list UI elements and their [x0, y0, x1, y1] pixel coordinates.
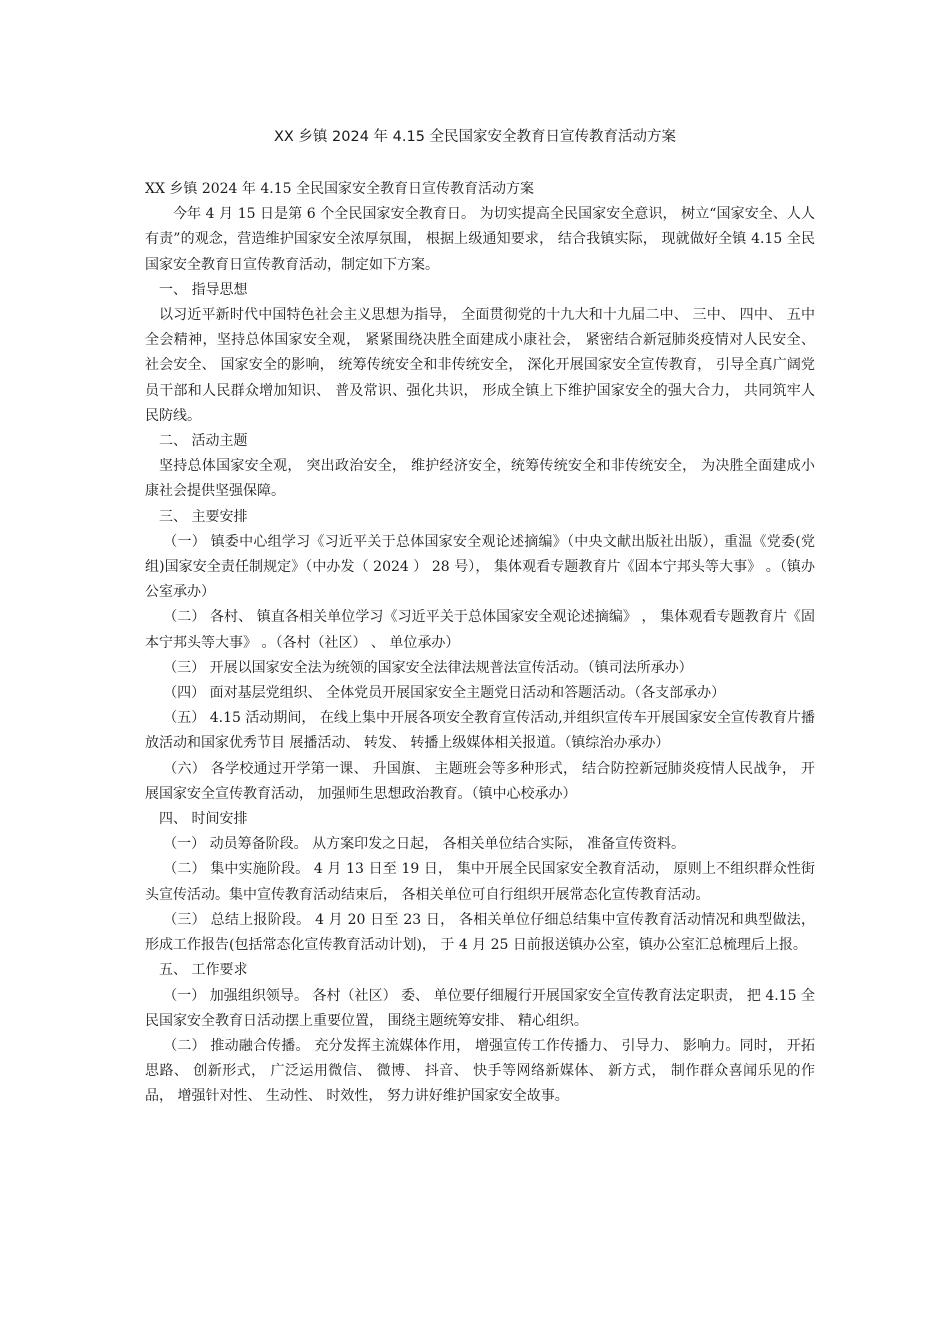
- arrangement-item-5: （五） 4.15 活动期间， 在线上集中开展各项安全教育宣传活动,并组织宣传车开展国家安全宣传教育片播放活动和国家优秀节目 展播活动、 转发、 转播上级媒体相关报道。（镇综治办承办）: [145, 710, 815, 752]
- schedule-item-3: （三） 总结上报阶段。 4 月 20 日至 23 日， 各相关单位仔细总结集中宣传教育活动情况和典型做法， 形成工作报告(包括常态化宣传教育活动计划)， 于 4 月 25 日前报送镇办公室，镇办公室汇总梳理后上报。: [145, 911, 815, 954]
- arrangement-item-2: （二） 各村、 镇直各相关单位学习《习近平关于总体国家安全观论述摘编》 ， 集体观看专题教育片《固本宁邦头等大事》 。（各村（社区） 、 单位承办）: [145, 609, 815, 651]
- requirement-item-2: （二） 推动融合传播。 充分发挥主流媒体作用， 增强宣传工作传播力、 引导力、 影响力。同时， 开拓思路、 创新形式， 广泛运用微信、 微博、 抖音、 快手等网络新媒体、 新方式， 制作群众喜闻乐见的作品， 增强针对性、 生动性、 时效性， 努力讲好维护国家安全故事。: [145, 1037, 815, 1105]
- arrangement-item-6: （六） 各学校通过开学第一课、 升国旗、 主题班会等多种形式， 结合防控新冠肺炎疫情人民战争， 开展国家安全宣传教育活动， 加强师生思想政治教育。（镇中心校承办）: [145, 760, 815, 802]
- requirement-item-1: （一） 加强组织领导。 各村（社区） 委、 单位要仔细履行开展国家安全宣传教育法定职责， 把 4.15 全民国家安全教育日活动摆上重要位置， 围绕主题统筹安排、 精心组织。: [145, 987, 815, 1029]
- document-subtitle: XX 乡镇 2024 年 4.15 全民国家安全教育日宣传教育活动方案: [145, 181, 534, 197]
- intro-paragraph: 今年 4 月 15 日是第 6 个全民国家安全教育日。 为切实提高全民国家安全意识， 树立“国家安全、人人有责”的观念，营造维护国家安全浓厚氛围， 根据上级通知要求， 结合我镇实际， 现就做好全镇 4.15 全民国家安全教育日宣传教育活动，制定如下方案。: [145, 206, 815, 273]
- section-heading-guiding-ideology: 一、 指导思想: [159, 281, 248, 298]
- section-heading-main-arrangements: 三、 主要安排: [159, 508, 248, 525]
- paragraph-guiding-ideology: 以习近平新时代中国特色社会主义思想为指导， 全面贯彻党的十九大和十九届二中、 三中、 四中、 五中全会精神，坚持总体国家安全观， 紧紧围绕决胜全面建成小康社会， 紧密结合新冠肺炎疫情对人民安全、 社会安全、 国家安全的影响， 统筹传统安全和非传统安全， 深化开展国家安全宣传教育， 引导全真广阔党员干部和人民群众增加知识、 普及常识、强化共识， 形成全镇上下维护国家安全的强大合力， 共同筑牢人民防线。: [145, 307, 815, 424]
- section-heading-requirements: 五、 工作要求: [159, 962, 248, 979]
- schedule-item-1: （一） 动员筹备阶段。 从方案印发之日起， 各相关单位结合实际， 准备宣传资料。: [163, 836, 685, 853]
- arrangement-item-4: （四） 面对基层党组织、 全体党员开展国家安全主题党日活动和答题活动。（各支部承办）: [163, 685, 726, 702]
- page-title: XX 乡镇 2024 年 4.15 全民国家安全教育日宣传教育活动方案: [273, 129, 677, 145]
- arrangement-item-1: （一） 镇委中心组学习《习近平关于总体国家安全观论述摘编》（中央文献出版社出版），重温《党委(党组)国家安全责任制规定》（中办发（ 2024 ） 28 号）， 集体观看专题教育片《固本宁邦头等大事》 。（镇办公室承办）: [145, 533, 815, 601]
- arrangement-item-3: （三） 开展以国家安全法为统领的国家安全法律法规普法宣传活动。（镇司法所承办）: [163, 659, 693, 676]
- document-body: [145, 177, 815, 1110]
- schedule-item-2: （二） 集中实施阶段。 4 月 13 日至 19 日， 集中开展全民国家安全教育活动， 原则上不组织群众性街头宣传活动。集中宣传教育活动结束后， 各相关单位可自行组织开展常态化宣传教育活动。: [145, 861, 815, 903]
- section-heading-theme: 二、 活动主题: [159, 433, 248, 450]
- paragraph-theme: 坚持总体国家安全观， 突出政治安全， 维护经济安全，统筹传统安全和非传统安全， 为决胜全面建成小康社会提供坚强保障。: [145, 458, 815, 500]
- section-heading-schedule: 四、 时间安排: [159, 811, 248, 828]
